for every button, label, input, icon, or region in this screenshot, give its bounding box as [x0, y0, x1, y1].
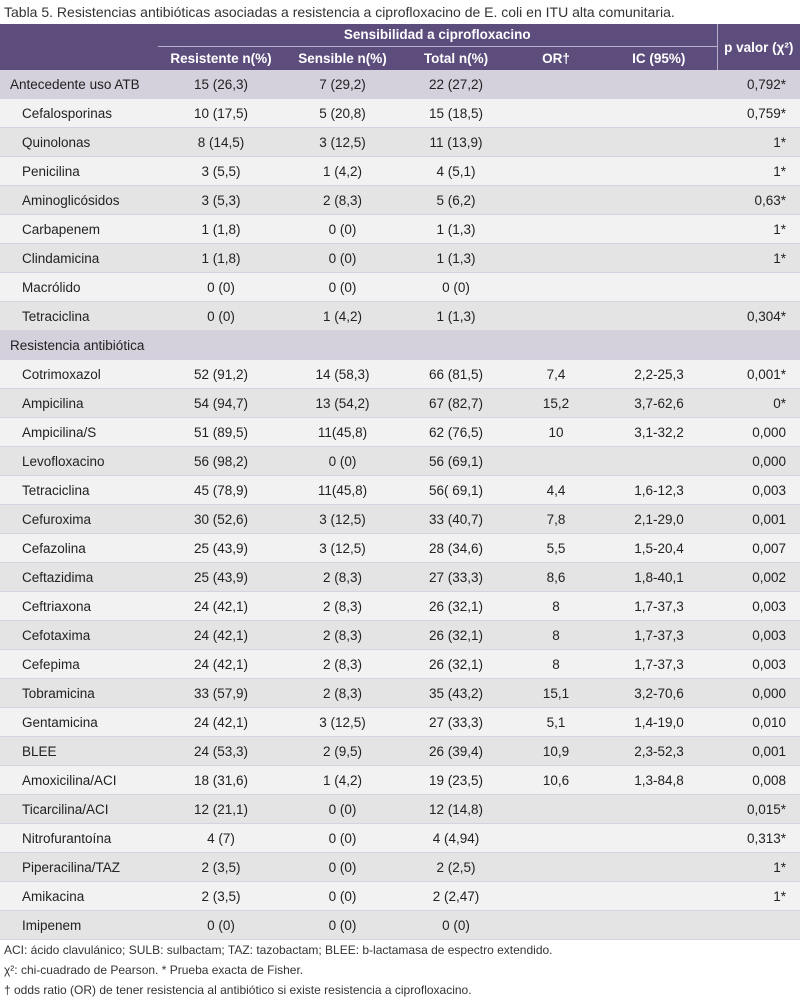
- cell-total: 1 (1,3): [401, 215, 511, 244]
- table-row: [0, 273, 800, 302]
- cell-pvalue: 0,010: [717, 708, 800, 737]
- table-row: [0, 447, 800, 476]
- cell-resistente: 25 (43,9): [158, 563, 284, 592]
- table-row: [0, 621, 800, 650]
- cell-ic: [601, 157, 717, 186]
- header-pvalue: p valor (χ²): [717, 24, 800, 70]
- cell-pvalue: 1*: [717, 853, 800, 882]
- cell-ic: [601, 447, 717, 476]
- cell-total: 0 (0): [401, 911, 511, 940]
- cell-pvalue: 1*: [717, 157, 800, 186]
- cell-pvalue: 0,001: [717, 737, 800, 766]
- cell-ic: 2,3-52,3: [601, 737, 717, 766]
- cell-or: 7,8: [511, 505, 601, 534]
- cell-pvalue: 0,63*: [717, 186, 800, 215]
- cell-label: BLEE: [0, 737, 158, 766]
- cell-ic: [601, 244, 717, 273]
- cell-pvalue: 0,313*: [717, 824, 800, 853]
- cell-ic: 1,7-37,3: [601, 621, 717, 650]
- cell-resistente: 54 (94,7): [158, 389, 284, 418]
- cell-total: 67 (82,7): [401, 389, 511, 418]
- cell-pvalue: 1*: [717, 215, 800, 244]
- cell-pvalue: 0*: [717, 389, 800, 418]
- cell-total: 26 (32,1): [401, 592, 511, 621]
- cell-ic: [601, 331, 717, 360]
- cell-pvalue: 0,304*: [717, 302, 800, 331]
- cell-ic: [601, 70, 717, 99]
- cell-or: 7,4: [511, 360, 601, 389]
- cell-resistente: 3 (5,5): [158, 157, 284, 186]
- table-section-row: [0, 331, 800, 360]
- cell-resistente: 0 (0): [158, 911, 284, 940]
- table-row: [0, 911, 800, 940]
- note-chi-square: χ²: chi-cuadrado de Pearson. * Prueba exacta de Fisher.: [4, 963, 304, 977]
- cell-resistente: 2 (3,5): [158, 882, 284, 911]
- cell-pvalue: 0,001: [717, 505, 800, 534]
- table-row: [0, 186, 800, 215]
- cell-resistente: 4 (7): [158, 824, 284, 853]
- cell-sensible: 2 (8,3): [284, 563, 401, 592]
- cell-ic: 1,7-37,3: [601, 650, 717, 679]
- cell-ic: [601, 853, 717, 882]
- cell-ic: [601, 99, 717, 128]
- table-body: [0, 70, 800, 940]
- cell-sensible: 2 (8,3): [284, 186, 401, 215]
- cell-pvalue: [717, 331, 800, 360]
- cell-resistente: 18 (31,6): [158, 766, 284, 795]
- cell-total: 28 (34,6): [401, 534, 511, 563]
- cell-sensible: 1 (4,2): [284, 157, 401, 186]
- header-resistente: Resistente n(%): [158, 46, 284, 70]
- cell-total: 27 (33,3): [401, 708, 511, 737]
- cell-resistente: 2 (3,5): [158, 853, 284, 882]
- cell-label: Tetraciclina: [0, 476, 158, 505]
- cell-or: 10: [511, 418, 601, 447]
- cell-pvalue: 0,001*: [717, 360, 800, 389]
- cell-label: Nitrofurantoína: [0, 824, 158, 853]
- cell-resistente: 0 (0): [158, 302, 284, 331]
- cell-label: Piperacilina/TAZ: [0, 853, 158, 882]
- table-row: [0, 505, 800, 534]
- cell-label: Ampicilina: [0, 389, 158, 418]
- cell-sensible: 11(45,8): [284, 476, 401, 505]
- cell-or: [511, 244, 601, 273]
- cell-or: 15,2: [511, 389, 601, 418]
- table-row: [0, 737, 800, 766]
- cell-label: Cefotaxima: [0, 621, 158, 650]
- table-section-row: [0, 70, 800, 99]
- cell-or: 8: [511, 621, 601, 650]
- cell-pvalue: 0,008: [717, 766, 800, 795]
- table-row: [0, 650, 800, 679]
- cell-total: 26 (32,1): [401, 650, 511, 679]
- cell-or: [511, 882, 601, 911]
- cell-or: [511, 447, 601, 476]
- cell-sensible: 1 (4,2): [284, 302, 401, 331]
- cell-pvalue: 0,000: [717, 679, 800, 708]
- cell-sensible: 0 (0): [284, 882, 401, 911]
- cell-sensible: 11(45,8): [284, 418, 401, 447]
- cell-ic: 1,6-12,3: [601, 476, 717, 505]
- cell-sensible: 2 (8,3): [284, 621, 401, 650]
- table-row: [0, 534, 800, 563]
- cell-sensible: 3 (12,5): [284, 534, 401, 563]
- cell-sensible: 0 (0): [284, 244, 401, 273]
- cell-resistente: 56 (98,2): [158, 447, 284, 476]
- cell-pvalue: [717, 911, 800, 940]
- cell-ic: [601, 302, 717, 331]
- table-row: [0, 563, 800, 592]
- table-notes: [0, 940, 800, 1000]
- cell-or: [511, 99, 601, 128]
- cell-label: Penicilina: [0, 157, 158, 186]
- cell-total: 5 (6,2): [401, 186, 511, 215]
- cell-pvalue: 0,002: [717, 563, 800, 592]
- cell-pvalue: 0,003: [717, 592, 800, 621]
- cell-resistente: 1 (1,8): [158, 215, 284, 244]
- cell-or: [511, 157, 601, 186]
- cell-total: 22 (27,2): [401, 70, 511, 99]
- table-row: [0, 882, 800, 911]
- table-row: [0, 128, 800, 157]
- cell-resistente: 30 (52,6): [158, 505, 284, 534]
- cell-ic: 3,1-32,2: [601, 418, 717, 447]
- cell-or: 5,1: [511, 708, 601, 737]
- table-row: [0, 215, 800, 244]
- cell-sensible: 0 (0): [284, 273, 401, 302]
- cell-label: Cefalosporinas: [0, 99, 158, 128]
- cell-resistente: 0 (0): [158, 273, 284, 302]
- cell-pvalue: 0,000: [717, 418, 800, 447]
- cell-resistente: 33 (57,9): [158, 679, 284, 708]
- cell-label: Amoxicilina/ACI: [0, 766, 158, 795]
- table-row: [0, 824, 800, 853]
- cell-pvalue: 0,003: [717, 621, 800, 650]
- table-row: [0, 853, 800, 882]
- cell-or: 8,6: [511, 563, 601, 592]
- header-group: Sensibilidad a ciprofloxacino: [158, 24, 717, 46]
- cell-total: 56 (69,1): [401, 447, 511, 476]
- cell-ic: 3,7-62,6: [601, 389, 717, 418]
- cell-resistente: 24 (42,1): [158, 592, 284, 621]
- cell-label: Ampicilina/S: [0, 418, 158, 447]
- cell-resistente: 1 (1,8): [158, 244, 284, 273]
- cell-label: Amikacina: [0, 882, 158, 911]
- cell-label: Levofloxacino: [0, 447, 158, 476]
- cell-ic: 1,5-20,4: [601, 534, 717, 563]
- cell-or: 15,1: [511, 679, 601, 708]
- cell-pvalue: 0,000: [717, 447, 800, 476]
- resistance-table: [0, 24, 800, 940]
- table-row: [0, 244, 800, 273]
- cell-total: 26 (32,1): [401, 621, 511, 650]
- table-row: [0, 795, 800, 824]
- cell-ic: 2,2-25,3: [601, 360, 717, 389]
- cell-or: [511, 795, 601, 824]
- cell-ic: [601, 273, 717, 302]
- cell-sensible: 1 (4,2): [284, 766, 401, 795]
- cell-ic: [601, 882, 717, 911]
- cell-pvalue: 1*: [717, 244, 800, 273]
- cell-ic: 2,1-29,0: [601, 505, 717, 534]
- cell-resistente: [158, 331, 284, 360]
- table-row: [0, 418, 800, 447]
- cell-label: Cotrimoxazol: [0, 360, 158, 389]
- table-row: [0, 592, 800, 621]
- cell-label: Aminoglicósidos: [0, 186, 158, 215]
- cell-or: [511, 302, 601, 331]
- cell-resistente: 3 (5,3): [158, 186, 284, 215]
- cell-sensible: 0 (0): [284, 853, 401, 882]
- cell-resistente: 15 (26,3): [158, 70, 284, 99]
- cell-or: [511, 215, 601, 244]
- cell-sensible: 2 (8,3): [284, 679, 401, 708]
- cell-ic: [601, 795, 717, 824]
- cell-total: 12 (14,8): [401, 795, 511, 824]
- cell-resistente: 45 (78,9): [158, 476, 284, 505]
- cell-pvalue: 0,759*: [717, 99, 800, 128]
- note-odds-ratio: † odds ratio (OR) de tener resistencia al antibiótico si existe resistencia a ciprofloxacino.: [4, 983, 472, 997]
- cell-pvalue: 0,003: [717, 476, 800, 505]
- header-blank: [0, 24, 158, 70]
- cell-pvalue: 0,003: [717, 650, 800, 679]
- cell-or: [511, 331, 601, 360]
- cell-total: 15 (18,5): [401, 99, 511, 128]
- cell-label: Cefepima: [0, 650, 158, 679]
- cell-label: Quinolonas: [0, 128, 158, 157]
- cell-total: 2 (2,47): [401, 882, 511, 911]
- cell-total: 1 (1,3): [401, 302, 511, 331]
- cell-ic: [601, 186, 717, 215]
- cell-label: Ticarcilina/ACI: [0, 795, 158, 824]
- cell-label: Tetraciclina: [0, 302, 158, 331]
- cell-ic: [601, 215, 717, 244]
- table-row: [0, 476, 800, 505]
- cell-label: Ceftazidima: [0, 563, 158, 592]
- cell-label: Tobramicina: [0, 679, 158, 708]
- cell-ic: 3,2-70,6: [601, 679, 717, 708]
- cell-or: [511, 128, 601, 157]
- note-abbreviations: ACI: ácido clavulánico; SULB: sulbactam; TAZ: tazobactam; BLEE: b-lactamasa de espectro extendido.: [4, 943, 553, 957]
- cell-sensible: 0 (0): [284, 215, 401, 244]
- cell-sensible: 2 (8,3): [284, 650, 401, 679]
- cell-resistente: 8 (14,5): [158, 128, 284, 157]
- cell-or: [511, 186, 601, 215]
- cell-resistente: 24 (42,1): [158, 650, 284, 679]
- cell-sensible: 2 (8,3): [284, 592, 401, 621]
- cell-sensible: 14 (58,3): [284, 360, 401, 389]
- cell-pvalue: 0,792*: [717, 70, 800, 99]
- cell-pvalue: 1*: [717, 128, 800, 157]
- cell-label: Cefuroxima: [0, 505, 158, 534]
- cell-or: [511, 911, 601, 940]
- cell-sensible: 13 (54,2): [284, 389, 401, 418]
- cell-total: 11 (13,9): [401, 128, 511, 157]
- table-row: [0, 679, 800, 708]
- cell-total: 4 (5,1): [401, 157, 511, 186]
- table-row: [0, 157, 800, 186]
- cell-total: 56( 69,1): [401, 476, 511, 505]
- cell-resistente: 25 (43,9): [158, 534, 284, 563]
- cell-or: [511, 853, 601, 882]
- cell-sensible: 3 (12,5): [284, 505, 401, 534]
- table-row: [0, 389, 800, 418]
- cell-pvalue: 1*: [717, 882, 800, 911]
- cell-sensible: 0 (0): [284, 911, 401, 940]
- cell-total: 0 (0): [401, 273, 511, 302]
- cell-or: [511, 273, 601, 302]
- cell-sensible: 0 (0): [284, 447, 401, 476]
- cell-sensible: 0 (0): [284, 824, 401, 853]
- cell-total: 2 (2,5): [401, 853, 511, 882]
- cell-sensible: 3 (12,5): [284, 128, 401, 157]
- cell-resistente: 24 (53,3): [158, 737, 284, 766]
- cell-label: Imipenem: [0, 911, 158, 940]
- cell-resistente: 51 (89,5): [158, 418, 284, 447]
- cell-pvalue: [717, 273, 800, 302]
- cell-or: 4,4: [511, 476, 601, 505]
- cell-label: Ceftriaxona: [0, 592, 158, 621]
- cell-sensible: 2 (9,5): [284, 737, 401, 766]
- cell-ic: [601, 824, 717, 853]
- cell-or: [511, 824, 601, 853]
- cell-sensible: [284, 331, 401, 360]
- cell-or: [511, 70, 601, 99]
- cell-label: Carbapenem: [0, 215, 158, 244]
- cell-total: 66 (81,5): [401, 360, 511, 389]
- cell-total: 1 (1,3): [401, 244, 511, 273]
- cell-label: Cefazolina: [0, 534, 158, 563]
- table-row: [0, 708, 800, 737]
- cell-pvalue: 0,015*: [717, 795, 800, 824]
- cell-ic: 1,7-37,3: [601, 592, 717, 621]
- cell-or: 10,9: [511, 737, 601, 766]
- cell-pvalue: 0,007: [717, 534, 800, 563]
- cell-sensible: 5 (20,8): [284, 99, 401, 128]
- cell-total: [401, 331, 511, 360]
- header-or: OR†: [511, 46, 601, 70]
- table-caption: Tabla 5. Resistencias antibióticas asociadas a resistencia a ciprofloxacino de E. coli en ITU alta comunitaria.: [4, 4, 675, 20]
- cell-ic: 1,8-40,1: [601, 563, 717, 592]
- cell-total: 33 (40,7): [401, 505, 511, 534]
- cell-label: Antecedente uso ATB: [0, 70, 158, 99]
- cell-ic: 1,4-19,0: [601, 708, 717, 737]
- table-row: [0, 302, 800, 331]
- table-row: [0, 99, 800, 128]
- cell-label: Gentamicina: [0, 708, 158, 737]
- cell-sensible: 0 (0): [284, 795, 401, 824]
- cell-sensible: 3 (12,5): [284, 708, 401, 737]
- cell-total: 19 (23,5): [401, 766, 511, 795]
- cell-total: 35 (43,2): [401, 679, 511, 708]
- header-ic: IC (95%): [601, 46, 717, 70]
- table-row: [0, 766, 800, 795]
- cell-or: 8: [511, 650, 601, 679]
- cell-resistente: 12 (21,1): [158, 795, 284, 824]
- cell-resistente: 24 (42,1): [158, 621, 284, 650]
- cell-or: 8: [511, 592, 601, 621]
- cell-resistente: 52 (91,2): [158, 360, 284, 389]
- cell-ic: [601, 128, 717, 157]
- header-total: Total n(%): [401, 46, 511, 70]
- cell-or: 10,6: [511, 766, 601, 795]
- cell-total: 26 (39,4): [401, 737, 511, 766]
- table-row: [0, 360, 800, 389]
- cell-resistente: 10 (17,5): [158, 99, 284, 128]
- cell-total: 62 (76,5): [401, 418, 511, 447]
- cell-label: Clindamicina: [0, 244, 158, 273]
- cell-ic: 1,3-84,8: [601, 766, 717, 795]
- header-sensible: Sensible n(%): [284, 46, 401, 70]
- cell-ic: [601, 911, 717, 940]
- cell-total: 4 (4,94): [401, 824, 511, 853]
- cell-label: Macrólido: [0, 273, 158, 302]
- cell-or: 5,5: [511, 534, 601, 563]
- cell-sensible: 7 (29,2): [284, 70, 401, 99]
- cell-label: Resistencia antibiótica: [0, 331, 158, 360]
- cell-total: 27 (33,3): [401, 563, 511, 592]
- cell-resistente: 24 (42,1): [158, 708, 284, 737]
